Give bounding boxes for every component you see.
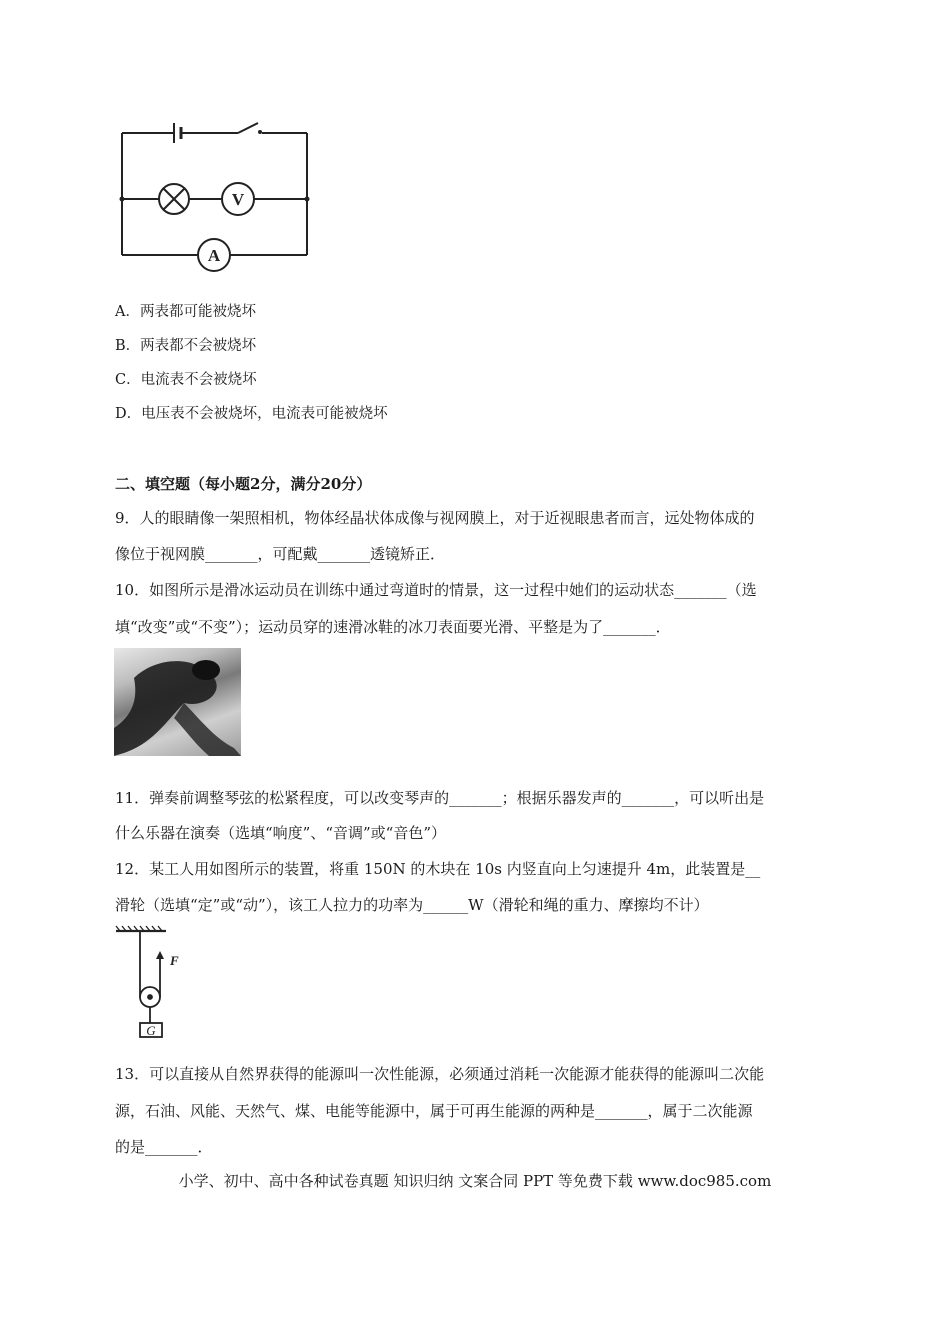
- force-label: F: [170, 953, 179, 968]
- pulley-diagram: [112, 925, 192, 1040]
- question-11-line1: 11．弹奏前调整琴弦的松紧程度，可以改变琴声的_______；根据乐器发声的_______，可以听出是: [115, 789, 765, 807]
- option-a: A．两表都可能被烧坏: [115, 304, 256, 320]
- section-title: 二、填空题（每小题2分，满分20分）: [115, 475, 372, 493]
- question-12-line1: 12．某工人用如图所示的装置，将重 150N 的木块在 10s 内竖直向上匀速提升 4m，此装置是__: [115, 860, 761, 878]
- question-11-line2: 什么乐器在演奏（选填“响度”、“音调”或“音色”）: [115, 824, 447, 842]
- question-12-line2: 滑轮（选填“定”或“动”），该工人拉力的功率为______W（滑轮和绳的重力、摩擦均不计）: [115, 896, 709, 914]
- question-9-line2: 像位于视网膜_______，可配戴_______透镜矫正．: [115, 545, 446, 563]
- ammeter-label: A: [207, 246, 221, 265]
- switch-lever: [238, 123, 258, 133]
- voltmeter-label: V: [231, 190, 245, 209]
- question-13-line3: 的是_______．: [115, 1138, 213, 1156]
- option-d: D．电压表不会被烧坏，电流表可能被烧坏: [115, 406, 388, 422]
- page-footer: 小学、初中、高中各种试卷真题 知识归纳 文案合同 PPT 等免费下载 www.doc985.com: [178, 1172, 772, 1190]
- question-10-line2: 填“改变”或“不变”）；运动员穿的速滑冰鞋的冰刀表面要光滑、平整是为了_______．: [115, 618, 671, 636]
- circuit-diagram: [112, 115, 317, 275]
- option-b: B．两表都不会被烧坏: [115, 338, 257, 354]
- question-13-line2: 源，石油、风能、天然气、煤、电能等能源中，属于可再生能源的两种是_______，属于二次能源: [115, 1102, 753, 1120]
- question-9-line1: 9．人的眼睛像一架照相机，物体经晶状体成像与视网膜上，对于近视眼患者而言，远处物体成的: [115, 509, 755, 527]
- weight-label: G: [146, 1023, 156, 1038]
- skating-photo: [114, 648, 241, 756]
- option-c: C．电流表不会被烧坏: [115, 372, 257, 388]
- question-10-line1: 10．如图所示是滑冰运动员在训练中通过弯道时的情景，这一过程中她们的运动状态_______（选: [115, 581, 757, 599]
- question-13-line1: 13．可以直接从自然界获得的能源叫一次性能源，必须通过消耗一次能源才能获得的能源叫二次能: [115, 1065, 765, 1083]
